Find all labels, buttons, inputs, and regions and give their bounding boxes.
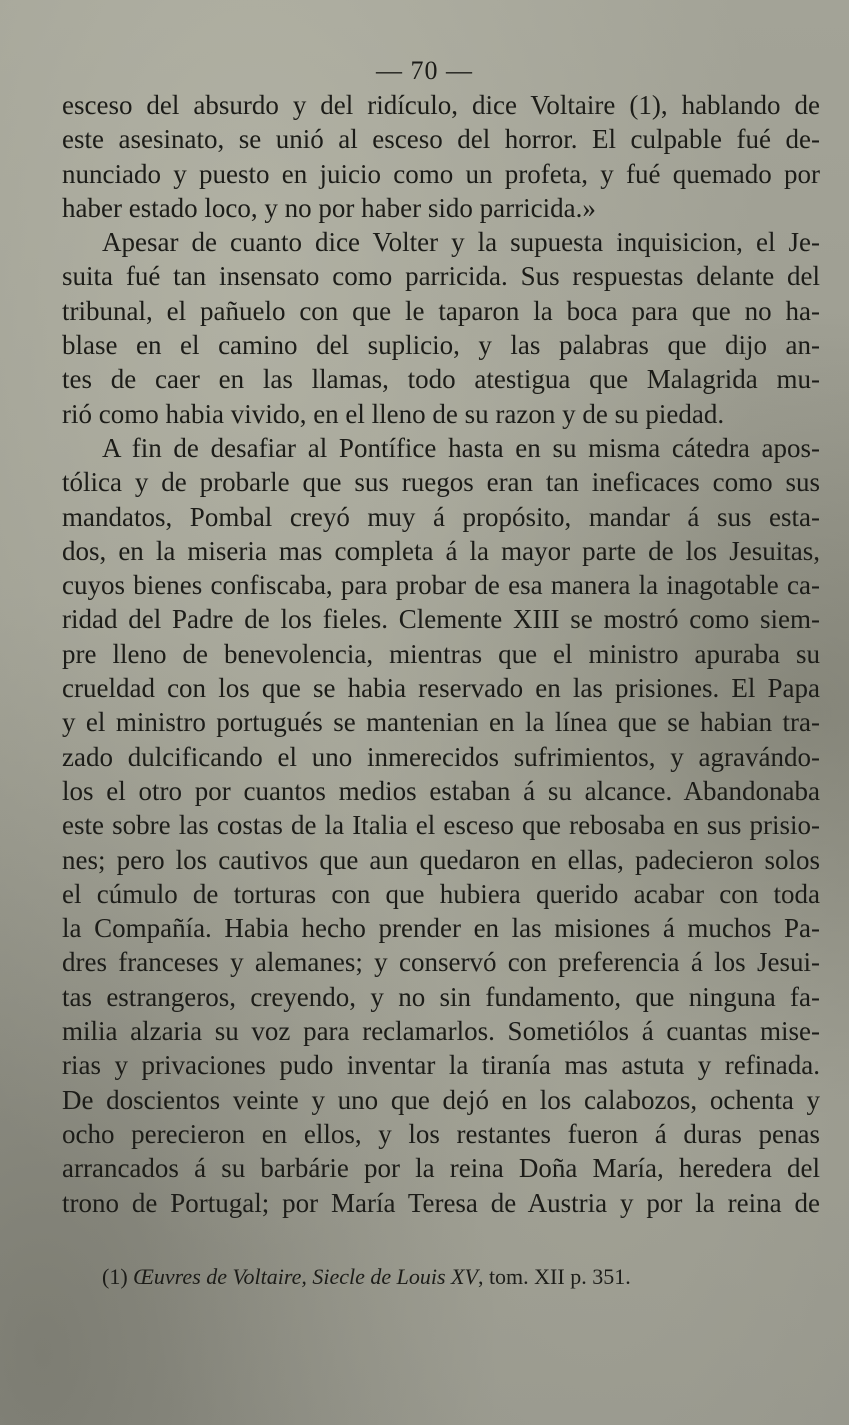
text-line: tas estrangeros, creyendo, y no sin fundamento, que ninguna fa- [62, 981, 820, 1012]
paragraph-1 [62, 88, 820, 225]
text-line: blase en el camino del suplicio, y las palabras que dijo an- [62, 330, 820, 361]
footnote-reference: , tom. XII p. 351. [477, 1264, 631, 1289]
body-text [62, 88, 820, 1220]
footnote-title: Œuvres de Voltaire, Siecle de Louis XV [133, 1264, 478, 1289]
text-line: mandatos, Pombal creyó muy á propósito, mandar á sus esta- [62, 501, 820, 532]
text-line: el cúmulo de torturas con que hubiera querido acabar con toda [62, 878, 820, 909]
text-line: A fin de desafiar al Pontífice hasta en su misma cátedra apos- [102, 432, 820, 463]
text-line: rió como habia vivido, en el lleno de su razon y de su piedad. [62, 398, 725, 429]
text-line: nes; pero los cautivos que aun quedaron en ellas, padecieron solos [62, 844, 820, 875]
text-line: tribunal, el pañuelo con que le taparon la boca para que no ha- [62, 295, 820, 326]
text-line: los el otro por cuantos medios estaban á su alcance. Abandonaba [62, 775, 820, 806]
paragraph-3 [62, 431, 820, 1220]
text-line: cuyos bienes confiscaba, para probar de esa manera la inagotable ca- [62, 570, 820, 601]
text-line: ridad del Padre de los fieles. Clemente XIII se mostró como siem- [62, 604, 820, 635]
text-line: suita fué tan insensato como parricida. Sus respuestas delante del [62, 261, 820, 292]
text-line: dres franceses y alemanes; y conservó con preferencia á los Jesui- [62, 947, 820, 978]
text-line: esceso del absurdo y del ridículo, dice Voltaire (1), hablando de [62, 90, 820, 120]
text-line: pre lleno de benevolencia, mientras que el ministro apuraba su [62, 638, 820, 669]
footnote [102, 1264, 631, 1290]
text-line: crueldad con los que se habia reservado en las prisiones. El Papa [62, 673, 820, 704]
text-line: dos, en la miseria mas completa á la mayor parte de los Jesuitas, [62, 535, 820, 566]
text-line: este asesinato, se unió al esceso del horror. El culpable fué de- [62, 124, 820, 155]
text-line: rias y privaciones pudo inventar la tiranía mas astuta y refinada. [62, 1050, 820, 1081]
text-line: la Compañía. Habia hecho prender en las misiones á muchos Pa- [62, 913, 820, 944]
text-line: ocho perecieron en ellos, y los restantes fueron á duras penas [62, 1118, 820, 1149]
text-line: tes de caer en las llamas, todo atestigua que Malagrida mu- [62, 364, 820, 395]
text-line: tólica y de probarle que sus ruegos eran tan ineficaces como sus [62, 467, 820, 498]
text-line: y el ministro portugués se mantenian en la línea que se habian tra- [62, 707, 820, 738]
text-line: De doscientos veinte y uno que dejó en los calabozos, ochenta y [62, 1084, 820, 1115]
footnote-marker: (1) [102, 1264, 128, 1289]
text-line: milia alzaria su voz para reclamarlos. Sometiólos á cuantas mise- [62, 1016, 820, 1047]
text-line: trono de Portugal; por María Teresa de Austria y por la reina de [62, 1187, 820, 1218]
text-line: arrancados á su barbárie por la reina Doña María, heredera del [62, 1153, 820, 1184]
text-line: nunciado y puesto en juicio como un profeta, y fué quemado por [62, 158, 820, 189]
text-line: Apesar de cuanto dice Volter y la supuesta inquisicion, el Je- [102, 227, 820, 258]
text-line: zado dulcificando el uno inmerecidos sufrimientos, y agravándo- [62, 741, 820, 772]
text-line: este sobre las costas de la Italia el esceso que rebosaba en sus prisio- [62, 810, 820, 841]
paragraph-2 [62, 225, 820, 431]
page-number: — 70 — [376, 56, 473, 85]
text-line: haber estado loco, y no por haber sido parricida.» [62, 192, 596, 223]
